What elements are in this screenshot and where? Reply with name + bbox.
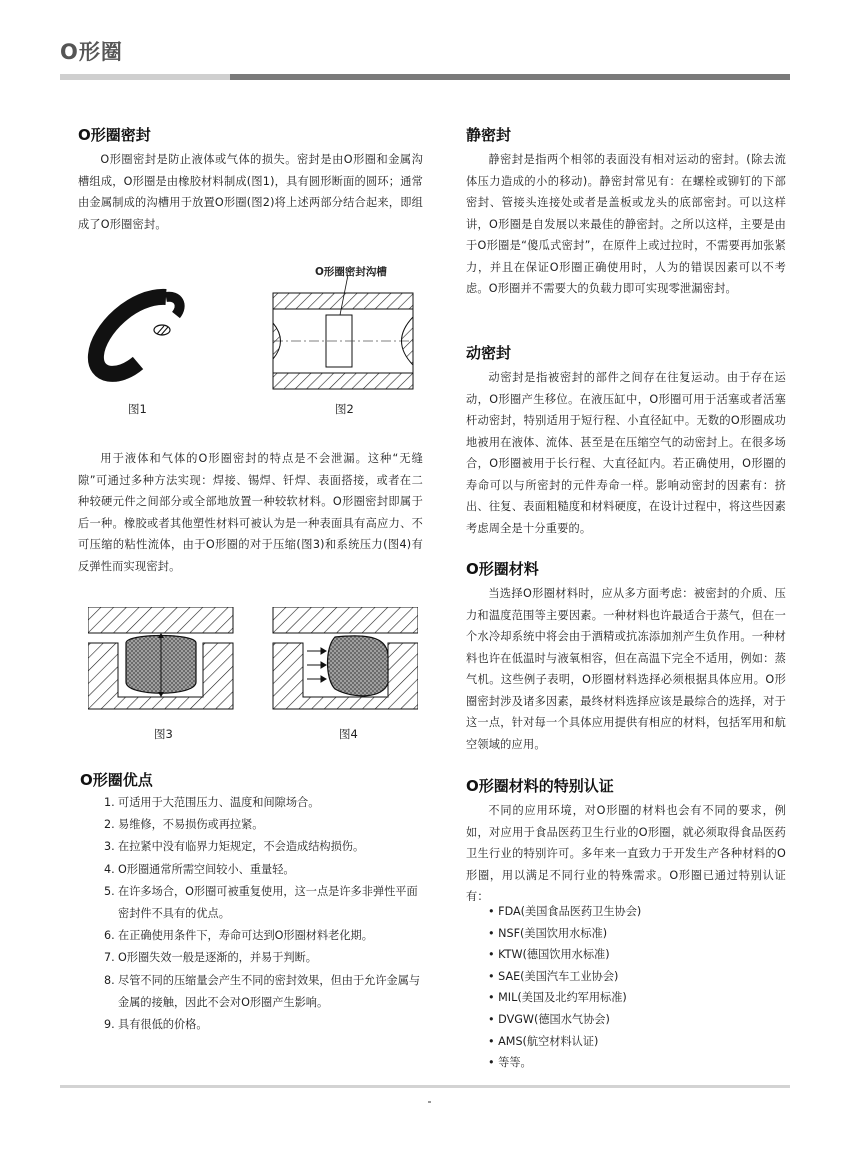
section-paragraph: 用于液体和气体的O形圈密封的特点是不会泄漏。这种“无缝隙”可通过多种方法实现：焊接、锡焊、钎焊、表面搭接，或者在二种较硬元件之间部分或全部地放置一种较软材料。O形圈密封即属于后一种。橡胶或者其他塑性材料可被认为是一种表面具有高应力、不可压缩的粘性流体，由于O形圈的对于压缩(图3)和系统压力(图4)有反弹性而实现密封。	[78, 452, 423, 573]
figure-1-caption: 图1	[128, 402, 147, 416]
figure-4-caption: 图4	[339, 727, 358, 741]
section-paragraph: 动密封是指被密封的部件之间存在往复运动。由于存在运动，O形圈产生移位。在液压缸中，O形圈可用于活塞或者活塞杆动密封，特别适用于短行程、小直径缸中。无数的O形圈成功地被用在液体、流体、甚至是在压缩空气的动密封上。在很多场合，O形圈被用于长行程、大直径缸内。若正确使用，O形圈的寿命可以与所密封的元件寿命一样。影响动密封的因素有：挤出、往复、表面粗糙度和材料硬度，在设计过程中，将这些因素考虑周全是十分重要的。	[466, 371, 786, 535]
figure-1-2	[78, 255, 423, 425]
list-item: • AMS(航空材料认证)	[488, 1034, 599, 1048]
list-item: • 等等。	[488, 1056, 532, 1070]
advantages-section	[80, 769, 425, 790]
static-seal-section	[466, 124, 786, 300]
system-pressure-drawing	[273, 607, 418, 709]
footer-dot	[428, 1101, 431, 1103]
list-item: • SAE(美国汽车工业协会)	[488, 969, 619, 983]
list-item: 5. 在许多场合，O形圈可被重复使用，这一点是许多非弹性平面密封件不具有的优点。	[104, 884, 418, 921]
list-item: • FDA(美国食品医药卫生协会)	[488, 905, 642, 918]
list-item: 9. 具有很低的价格。	[104, 1018, 208, 1032]
figure-3-4	[88, 607, 418, 712]
groove-label: O形圈密封沟槽	[315, 266, 387, 278]
section-heading: 静密封	[466, 126, 512, 144]
sealing-principle-paragraph	[78, 448, 423, 577]
figure-2-caption: 图2	[335, 402, 354, 416]
section-heading: O形圈密封	[78, 126, 151, 144]
section-o-ring-seal	[78, 124, 423, 235]
list-item: 1. 可适用于大范围压力、温度和间隙场合。	[104, 796, 320, 809]
list-item: 4. O形圈通常所需空间较小、重量轻。	[104, 862, 295, 876]
certification-section	[466, 775, 786, 908]
list-item: 3. 在拉紧中没有临界力矩规定，不会造成结构损伤。	[104, 840, 365, 854]
list-item: • NSF(美国饮用水标准)	[488, 926, 608, 940]
list-item: 7. O形圈失效一般是逐渐的，并易于判断。	[104, 951, 317, 965]
advantages-list	[104, 792, 422, 1036]
certification-list	[488, 901, 778, 1074]
material-section	[466, 558, 786, 755]
section-paragraph: 当选择O形圈材料时，应从多方面考虑：被密封的介质、压力和温度范围等主要因素。一种材料也许最适合于蒸气，但在一个水冷却系统中将会由于酒精或抗冻添加剂产生负作用。一种材料也许在低温时与液氧相容，但在高温下完全不适用，例如：蒸气机。这些例子表明，O形圈材料选择必须根据具体应用。O形圈密封涉及诸多因素，最终材料选择应该是最综合的选择，对于这一点，针对每一个具体应用提供有相应的材料，包括军用和航空领域的应用。	[466, 587, 786, 751]
list-item: • DVGW(德国水气协会)	[488, 1012, 610, 1026]
section-paragraph: 静密封是指两个相邻的表面没有相对运动的密封。(除去流体压力造成的小的移动)。静密封常见有：在螺栓或铆钉的下部密封、管接头连接处或者是盖板或龙头的底部密封。可以这样讲，O形圈是自发展以来最佳的静密封。之所以这样，主要是由于O形圈是“傻瓜式密封”，在原件上或过拉时，不需要再加张紧力，并且在保证O形圈正确使用时，人为的错误因素可以不考虑。O形圈并不需要大的负载力即可实现零泄漏密封。	[466, 153, 786, 295]
section-paragraph: O形圈密封是防止液体或气体的损失。密封是由O形圈和金属沟槽组成，O形圈是由橡胶材料制成(图1)，具有圆形断面的圆环；通常由金属制成的沟槽用于放置O形圈(图2)将上述两部分结合起来，即组成了O形圈密封。	[78, 153, 423, 231]
section-paragraph: 不同的应用环境，对O形圈的材料也会有不同的要求，例如，对应用于食品医药卫生行业的O形圈，就必须取得食品医药卫生行业的特别许可。多年来一直致力于开发生产各种材料的O形圈，用以满足不同行业的特殊需求。O形圈已通过特别认证有：	[466, 804, 786, 903]
section-heading: O形圈材料的特别认证	[466, 777, 614, 795]
list-item: 6. 在正确使用条件下，寿命可达到O形圈材料老化期。	[104, 929, 373, 943]
list-item: 2. 易维修，不易损伤或再拉紧。	[104, 818, 264, 832]
compression-drawing	[88, 607, 233, 709]
groove-drawing	[273, 275, 413, 389]
figure-3-caption: 图3	[154, 727, 173, 741]
section-heading: O形圈优点	[80, 771, 153, 789]
dynamic-seal-section	[466, 342, 786, 539]
o-ring-drawing	[96, 297, 180, 374]
section-heading: 动密封	[466, 344, 512, 362]
title-rule-accent	[230, 74, 790, 80]
list-item: 8. 尽管不同的压缩量会产生不同的密封效果，但由于允许金属与金属的接触，因此不会对O形圈产生影响。	[104, 973, 421, 1009]
footer-rule	[60, 1085, 790, 1088]
section-heading: O形圈材料	[466, 560, 539, 578]
list-item: • MIL(美国及北约军用标准)	[488, 991, 627, 1005]
list-item: • KTW(德国饮用水标准)	[488, 948, 610, 962]
page-title: O形圈	[60, 40, 123, 64]
